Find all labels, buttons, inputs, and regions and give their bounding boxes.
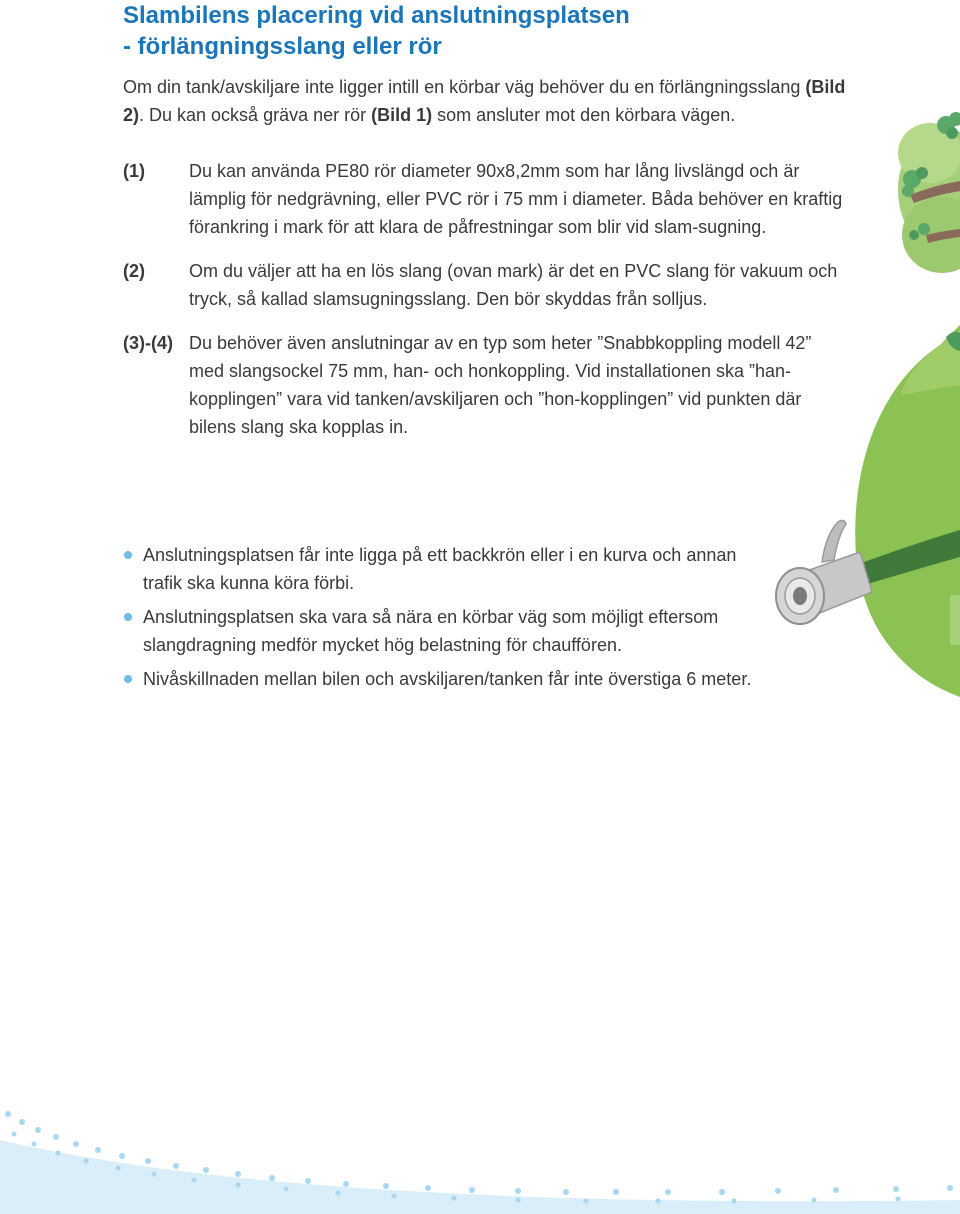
numbered-items [123, 157, 843, 441]
numbered-item-3 [123, 329, 843, 441]
bullet-text: Nivåskillnaden mellan bilen och avskiljaren/tanken får inte överstiga 6 meter. [143, 669, 752, 689]
item-number: (2) [123, 261, 145, 281]
bullet-item-2 [123, 603, 763, 659]
bullet-dot-icon [124, 551, 132, 559]
item-text: Du behöver även anslutningar av en typ som heter ”Snabbkoppling modell 42” med slangsockel 75 mm, han- och honkoppling. Vid installationen ska ”han-kopplingen” vara vid tanken/avskiljaren och ”hon-kopplingen” vid punkten där bilens slang ska kopplas in. [189, 333, 812, 437]
numbered-item-2 [123, 257, 843, 313]
numbered-item-1 [123, 157, 843, 241]
bullet-text: Anslutningsplatsen ska vara så nära en körbar väg som möjligt eftersom slangdragning medför mycket hög belastning för chauffören. [143, 607, 719, 655]
title-line-2: - förlängningsslang eller rör [123, 33, 442, 60]
page-title [123, 0, 630, 62]
bullet-item-1 [123, 541, 763, 597]
intro-paragraph [123, 73, 853, 129]
bullet-item-3 [123, 665, 763, 693]
tree-illustration [880, 95, 960, 285]
intro-text-1: Om din tank/avskiljare inte ligger intill en körbar väg behöver du en förlängningsslang [123, 77, 806, 97]
bullet-text: Anslutningsplatsen får inte ligga på ett backkrön eller i en kurva och annan trafik ska kunna köra förbi. [143, 545, 737, 593]
item-number: (1) [123, 161, 145, 181]
title-line-1: Slambilens placering vid anslutningsplatsen [123, 2, 630, 29]
water-dots-decoration [0, 1100, 960, 1214]
hose-coupling-illustration [768, 512, 878, 627]
bullet-dot-icon [124, 613, 132, 621]
item-text: Du kan använda PE80 rör diameter 90x8,2mm som har lång livslängd och är lämplig för nedgrävning, eller PVC rör i 75 mm i diameter. Båda behöver en kraftig förankring i mark för att klara de påfrestningar som blir vid slam-sugning. [189, 161, 843, 237]
item-number: (3)-(4) [123, 333, 173, 353]
bullet-list [123, 541, 763, 693]
intro-bild2-ref: (Bild 2) [123, 77, 846, 125]
intro-bild1-ref: (Bild 1) [371, 105, 433, 125]
intro-text-3: som ansluter mot den körbara vägen. [432, 105, 736, 125]
bullet-dot-icon [124, 675, 132, 683]
intro-text-2: . Du kan också gräva ner rör [139, 105, 372, 125]
item-text: Om du väljer att ha en lös slang (ovan mark) är det en PVC slang för vakuum och tryck, så kallad slamsugningsslang. Den bör skyddas från solljus. [189, 261, 838, 309]
